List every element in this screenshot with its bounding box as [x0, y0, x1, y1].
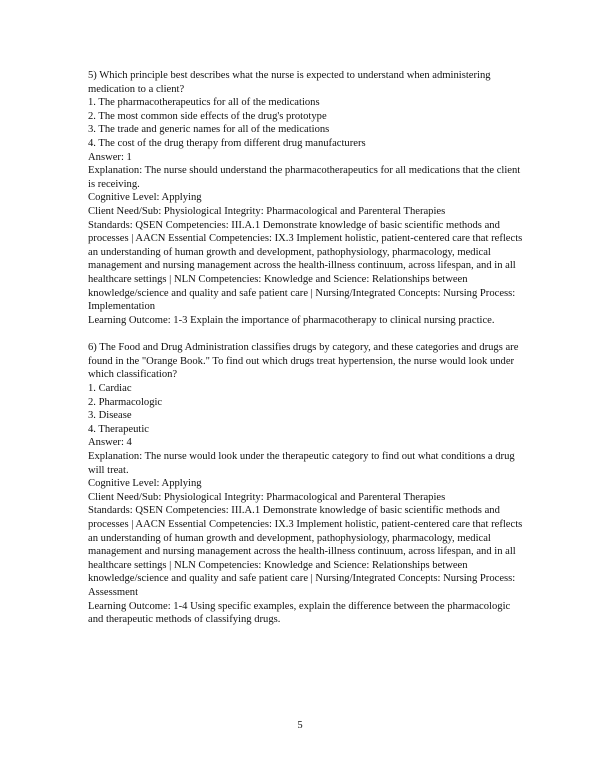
answer-option: 1. Cardiac: [88, 383, 132, 395]
client-need: Client Need/Sub: Physiological Integrity: Pharmacological and Parenteral Therapies: [88, 491, 446, 503]
answer-option: 4. The cost of the drug therapy from different drug manufacturers: [88, 137, 366, 149]
answer-option: 4. Therapeutic: [88, 423, 149, 435]
explanation: Explanation: The nurse should understand the pharmacotherapeutics for all medications that the client is receiving.: [88, 165, 521, 190]
answer-option: 1. The pharmacotherapeutics for all of the medications: [88, 97, 320, 109]
learning-outcome: Learning Outcome: 1-4 Using specific examples, explain the difference between the pharmacologic and therapeutic methods of classifying drugs.: [88, 600, 511, 626]
page-number: 5: [297, 720, 303, 731]
answer-option: 2. Pharmacologic: [88, 396, 163, 408]
cognitive-level: Cognitive Level: Applying: [88, 192, 202, 204]
answer-option: 3. The trade and generic names for all of the medications: [88, 124, 330, 136]
question-stem: 5) Which principle best describes what the nurse is expected to understand when administering medication to a client?: [88, 70, 491, 95]
explanation: Explanation: The nurse would look under the therapeutic category to find out what conditions a drug will treat.: [88, 451, 515, 476]
document-page: [88, 69, 528, 627]
learning-outcome: Learning Outcome: 1-3 Explain the importance of pharmacotherapy to clinical nursing practice.: [88, 314, 495, 326]
question-6: [88, 341, 528, 626]
standards: Standards: QSEN Competencies: III.A.1 Demonstrate knowledge of basic scientific methods and processes | AACN Essential Competencies: IX.3 Implement holistic, patient-centered care that reflects an understanding of human growth and development, pathophysiology, pharmacology, medical management and nursing management across the health-illness continuum, across lifespan, and in all healthcare settings | NLN Competencies: Knowledge and Science: Relationships between knowledge/science and quality and safe patient care | Nursing/Integrated Concepts: Nursing Process: Assessment: [88, 505, 523, 598]
answer-option: 2. The most common side effects of the drug's prototype: [88, 110, 327, 122]
answer-option: 3. Disease: [88, 410, 132, 422]
standards: Standards: QSEN Competencies: III.A.1 Demonstrate knowledge of basic scientific methods and processes | AACN Essential Competencies: IX.3 Implement holistic, patient-centered care that reflects an understanding of human growth and development, pathophysiology, pharmacology, medical management and nursing management across the health-illness continuum, across lifespan, and in all healthcare settings | NLN Competencies: Knowledge and Science: Relationships between knowledge/science and quality and safe patient care | Nursing/Integrated Concepts: Nursing Process: Implementation: [88, 219, 523, 313]
answer-key: Answer: 1: [88, 151, 132, 163]
client-need: Client Need/Sub: Physiological Integrity: Pharmacological and Parenteral Therapies: [88, 205, 446, 217]
cognitive-level: Cognitive Level: Applying: [88, 478, 202, 490]
question-stem: 6) The Food and Drug Administration classifies drugs by category, and these categories and drugs are found in the "Orange Book." To find out which drugs treat hypertension, the nurse would look under which classification?: [88, 342, 519, 381]
answer-key: Answer: 4: [88, 437, 132, 449]
question-5: [88, 69, 528, 327]
